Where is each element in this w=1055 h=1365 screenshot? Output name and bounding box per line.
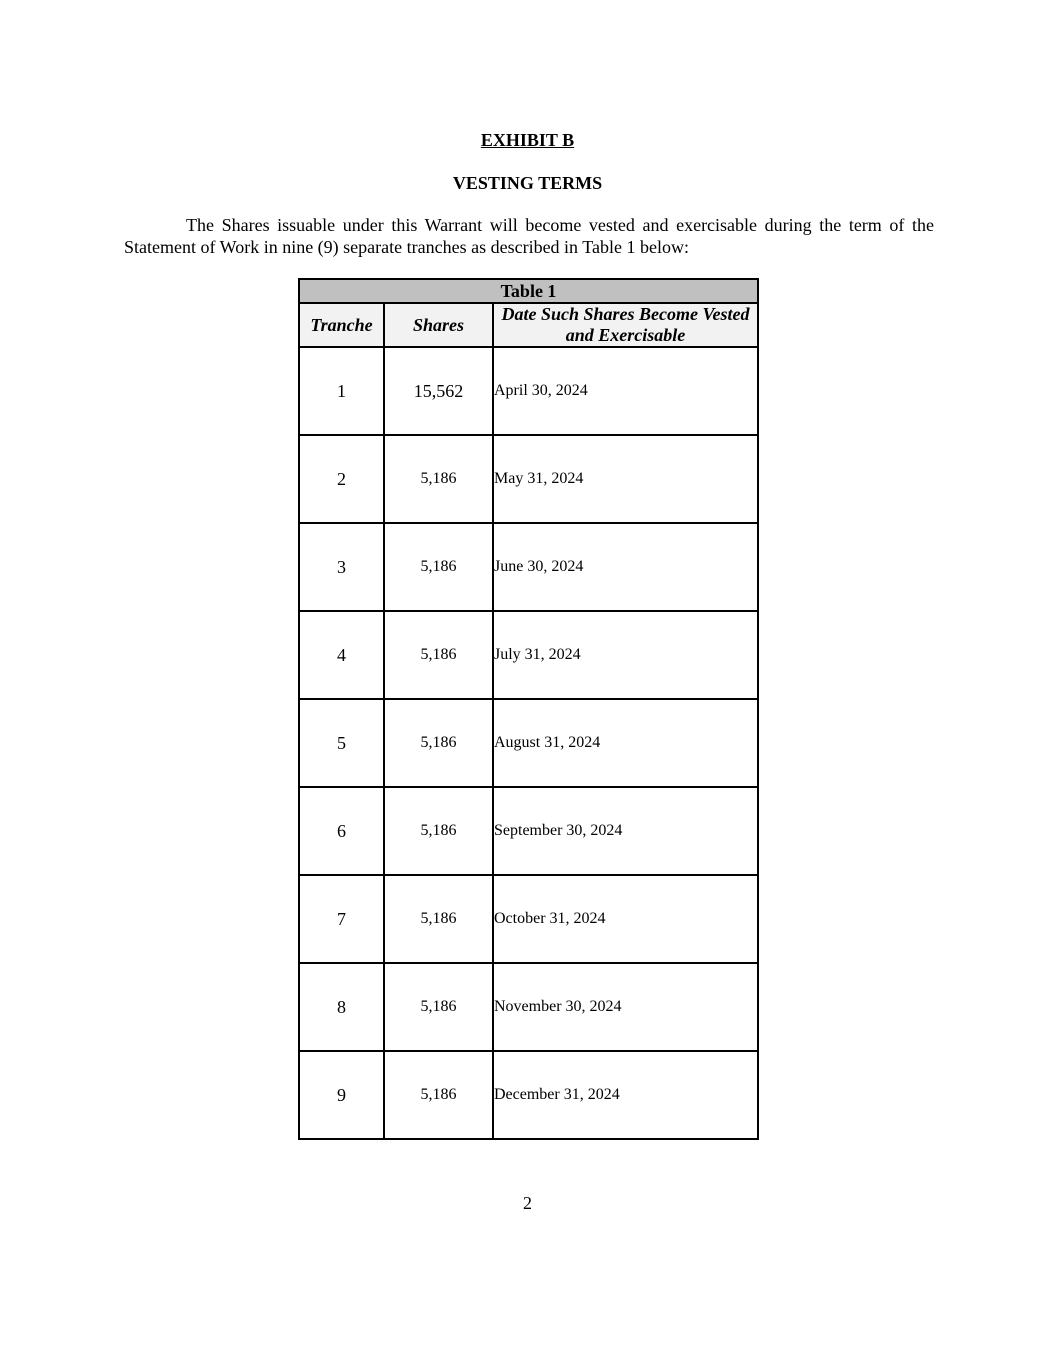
tranche-cell: 1 [299,347,384,435]
tranche-cell: 5 [299,699,384,787]
date-cell: May 31, 2024 [493,435,758,523]
shares-cell: 5,186 [384,963,493,1051]
table-row [299,347,758,435]
table-row [299,963,758,1051]
table-row [299,875,758,963]
table-caption: Table 1 [299,279,758,303]
exhibit-title: EXHIBIT B [480,130,575,150]
shares-cell: 5,186 [384,787,493,875]
shares-cell: 5,186 [384,611,493,699]
shares-cell: 5,186 [384,435,493,523]
page-number: 2 [523,1193,532,1213]
date-cell: December 31, 2024 [493,1051,758,1139]
shares-cell: 5,186 [384,1051,493,1139]
date-cell: August 31, 2024 [493,699,758,787]
table-row [299,435,758,523]
table-row [299,699,758,787]
table-header-row [299,303,758,347]
date-cell: October 31, 2024 [493,875,758,963]
table-row [299,523,758,611]
tranche-cell: 3 [299,523,384,611]
tranche-cell: 2 [299,435,384,523]
shares-cell: 15,562 [384,347,493,435]
date-cell: November 30, 2024 [493,963,758,1051]
date-cell: September 30, 2024 [493,787,758,875]
table-row [299,787,758,875]
date-cell: April 30, 2024 [493,347,758,435]
section-title: VESTING TERMS [452,173,603,193]
vesting-table [298,278,759,1140]
shares-cell: 5,186 [384,875,493,963]
shares-cell: 5,186 [384,523,493,611]
intro-paragraph: The Shares issuable under this Warrant will become vested and exercisable during the term of the Statement of Work in nine (9) separate tranches as described in Table 1 below: [124,215,934,257]
table-row [299,1051,758,1139]
shares-cell: 5,186 [384,699,493,787]
table-row [299,611,758,699]
header-date: Date Such Shares Become Vested and Exercisable [493,303,758,347]
tranche-cell: 9 [299,1051,384,1139]
tranche-cell: 6 [299,787,384,875]
tranche-cell: 8 [299,963,384,1051]
tranche-cell: 7 [299,875,384,963]
header-tranche: Tranche [299,303,384,347]
date-cell: July 31, 2024 [493,611,758,699]
tranche-cell: 4 [299,611,384,699]
header-shares: Shares [384,303,493,347]
date-cell: June 30, 2024 [493,523,758,611]
table-caption-row [299,279,758,303]
